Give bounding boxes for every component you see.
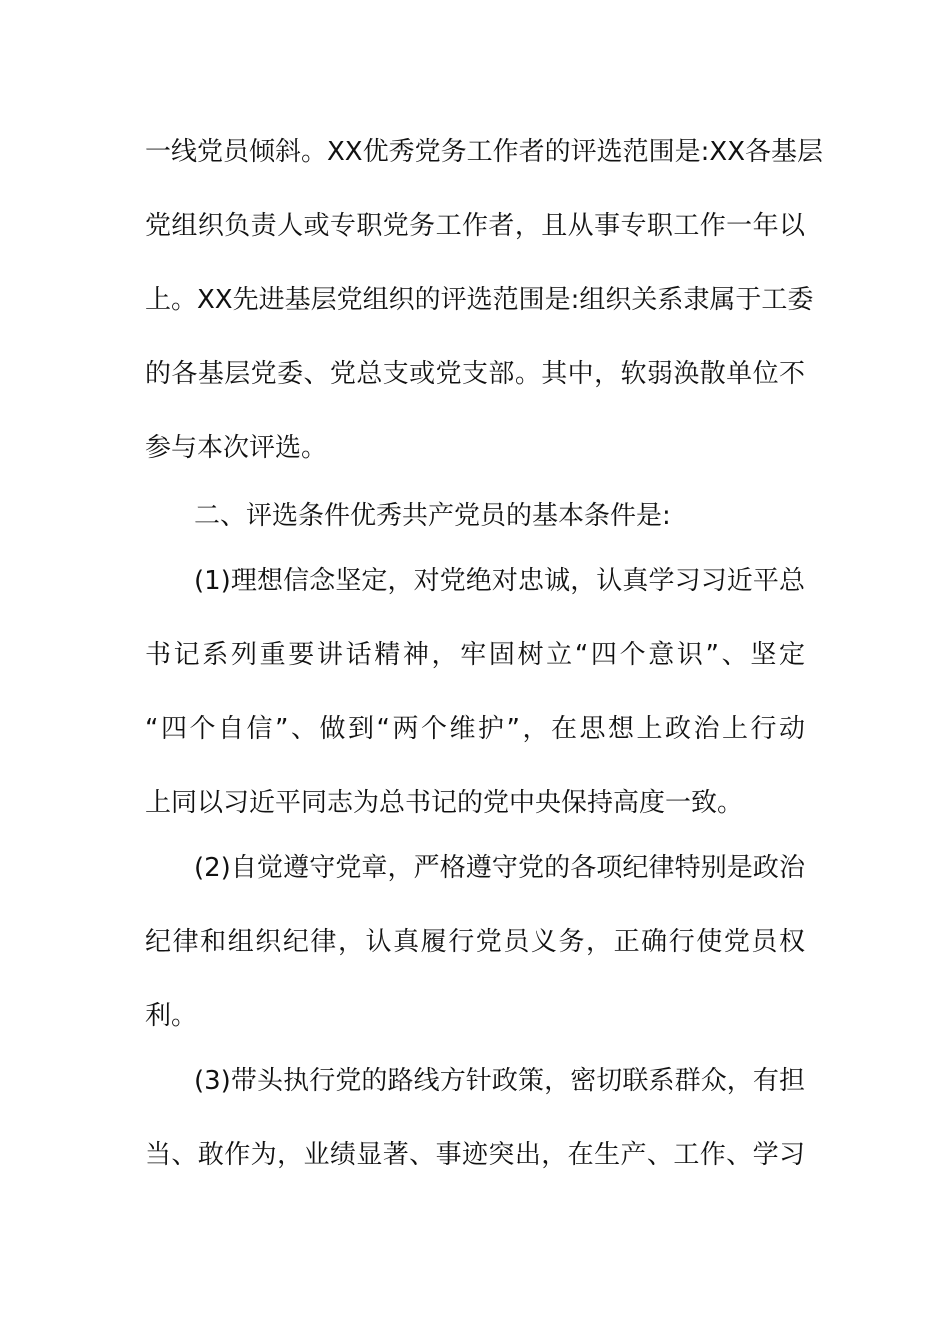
text-line-3: 上。XX先进基层党组织的评选范围是:组织关系隶属于工委 xyxy=(145,285,814,315)
text-line-8: 书记系列重要讲话精神，牢固树立“四个意识”、坚定 xyxy=(145,640,805,670)
text-line-10: 上同以习近平同志为总书记的党中央保持高度一致。 xyxy=(145,788,744,818)
text-line-15: 当、敢作为，业绩显著、事迹突出，在生产、工作、学习 xyxy=(145,1140,805,1170)
text-line-7: (1)理想信念坚定，对党绝对忠诚，认真学习习近平总 xyxy=(194,566,805,596)
text-line-11: (2)自觉遵守党章，严格遵守党的各项纪律特别是政治 xyxy=(194,853,805,883)
text-line-1: 一线党员倾斜。XX优秀党务工作者的评选范围是:XX各基层 xyxy=(145,137,824,167)
text-line-12: 纪律和组织纪律，认真履行党员义务，正确行使党员权 xyxy=(145,927,805,957)
section-heading: 二、评选条件优秀共产党员的基本条件是: xyxy=(194,501,671,531)
text-line-4: 的各基层党委、党总支或党支部。其中，软弱涣散单位不 xyxy=(145,359,805,389)
text-line-13: 利。 xyxy=(145,1001,198,1031)
text-line-14: (3)带头执行党的路线方针政策，密切联系群众，有担 xyxy=(194,1066,805,1096)
text-line-9: “四个自信”、做到“两个维护”，在思想上政治上行动 xyxy=(145,714,805,744)
text-line-2: 党组织负责人或专职党务工作者，且从事专职工作一年以 xyxy=(145,211,805,241)
text-line-5: 参与本次评选。 xyxy=(145,433,328,463)
